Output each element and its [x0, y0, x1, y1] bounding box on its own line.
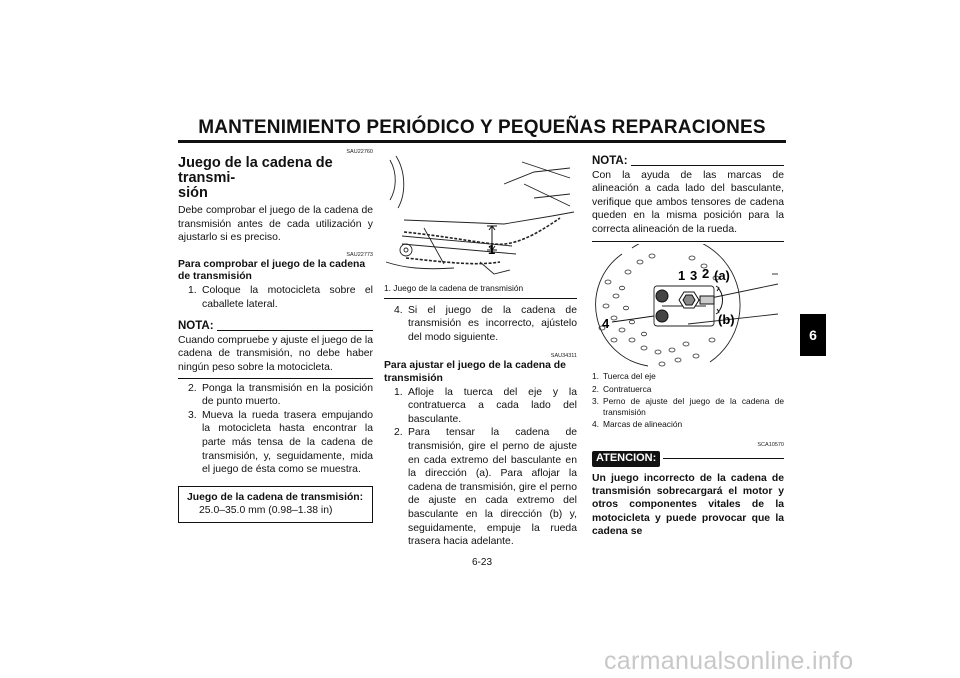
- caption-item: 1. Tuerca del eje: [592, 371, 656, 381]
- step-list: [178, 284, 373, 311]
- section-code: SAU22760: [346, 149, 373, 155]
- caption-rule: [384, 298, 577, 299]
- figure-callout: 1: [488, 242, 496, 257]
- chain-illustration: [384, 154, 580, 282]
- figure-callout: (b): [718, 312, 735, 327]
- caution-badge: ATENCION:: [592, 451, 660, 467]
- step-list: [178, 382, 373, 477]
- chapter-tab: 6: [800, 314, 826, 356]
- step-list: [384, 386, 577, 549]
- spec-label: Juego de la cadena de transmisión:: [187, 491, 364, 503]
- watermark: carmanualsonline.info: [604, 647, 854, 675]
- subheading: Para comprobar el juego de la cadena de transmisión: [178, 258, 366, 283]
- note-text: Cuando compruebe y ajuste el juego de la cadena de transmisión, no debe haber ningún peso sobre la motocicleta.: [178, 334, 373, 379]
- caption-item: 2. Contratuerca: [592, 383, 652, 394]
- column-left: [178, 149, 373, 523]
- list-item: 1. Afloje la tuerca del eje y la contratuerca a cada lado del basculante.: [394, 386, 577, 425]
- figure-caption: 1. Juego de la cadena de transmisión: [384, 283, 524, 293]
- title-rule: [178, 140, 786, 143]
- spec-box: [178, 486, 373, 523]
- column-right-lower: [592, 371, 784, 539]
- note-heading: NOTA:: [592, 155, 784, 169]
- page-number: 6-23: [471, 557, 492, 568]
- figure-callout: 4: [602, 316, 610, 331]
- section-heading: Juego de la cadena de transmi- sión: [178, 155, 333, 201]
- list-item: 3. Mueva la rueda trasera empujando la motocicleta hasta encontrar la parte más tensa de la cadena de transmisión, y, seguidamente, mida el juego de ésta como se muestra.: [188, 409, 373, 476]
- section-code: SCA10570: [757, 441, 784, 448]
- list-item: 1. Coloque la motocicleta sobre el caballete lateral.: [188, 284, 373, 310]
- figure-callout: 3: [690, 268, 698, 283]
- caution-heading: [592, 451, 784, 467]
- figure-callout: (a): [714, 268, 730, 283]
- intro-text: Debe comprobar el juego de la cadena de transmisión antes de cada utilización y ajustarlo si es preciso.: [178, 205, 373, 244]
- disc-holes: [599, 254, 719, 366]
- note-heading: NOTA:: [178, 320, 373, 334]
- section-code: SAU22773: [346, 251, 373, 258]
- figure-caption: [592, 371, 784, 430]
- page-title: MANTENIMIENTO PERIÓDICO Y PEQUEÑAS REPARACIONES: [198, 117, 766, 138]
- section-code: SAU34311: [550, 353, 577, 360]
- note-text: Con la ayuda de las marcas de alineación a cada lado del basculante, verifique que ambos tensores de cadena queden en la misma posición para la correcta alineación de la rueda.: [592, 169, 784, 242]
- caption-item: 4. Marcas de alineación: [592, 419, 683, 430]
- column-right: [592, 155, 784, 242]
- spec-value: 25.0–35.0 mm (0.98–1.38 in): [199, 504, 333, 516]
- list-item: 2. Para tensar la cadena de transmisión, gire el perno de ajuste en cada extremo del basculante en la dirección (a). Para aflojar la cadena de transmisión, gire el perno de ajuste en cada extremo del basculante en la dirección (b) y, seguidamente, empuje la rueda trasera hacia adelante.: [394, 427, 577, 548]
- column-middle: [384, 283, 577, 549]
- subheading: Para ajustar el juego de la cadena de transmisión: [384, 360, 566, 384]
- list-item: 4. Si el juego de la cadena de transmisión es incorrecto, ajústelo del modo siguiente.: [394, 304, 577, 343]
- caution-text: Un juego incorrecto de la cadena de transmisión sobrecargará el motor y otros componentes vitales de la motocicleta y puede provocar que la cadena se: [592, 472, 784, 538]
- figure-callout: 2: [702, 266, 710, 281]
- figure-callout: 1: [678, 268, 686, 283]
- alignment-illustration: [592, 244, 784, 368]
- step-list: [384, 304, 577, 345]
- caption-item: 3. Perno de ajuste del juego de la cadena de transmisión: [592, 396, 784, 417]
- list-item: 2. Ponga la transmisión en la posición de punto muerto.: [188, 382, 373, 408]
